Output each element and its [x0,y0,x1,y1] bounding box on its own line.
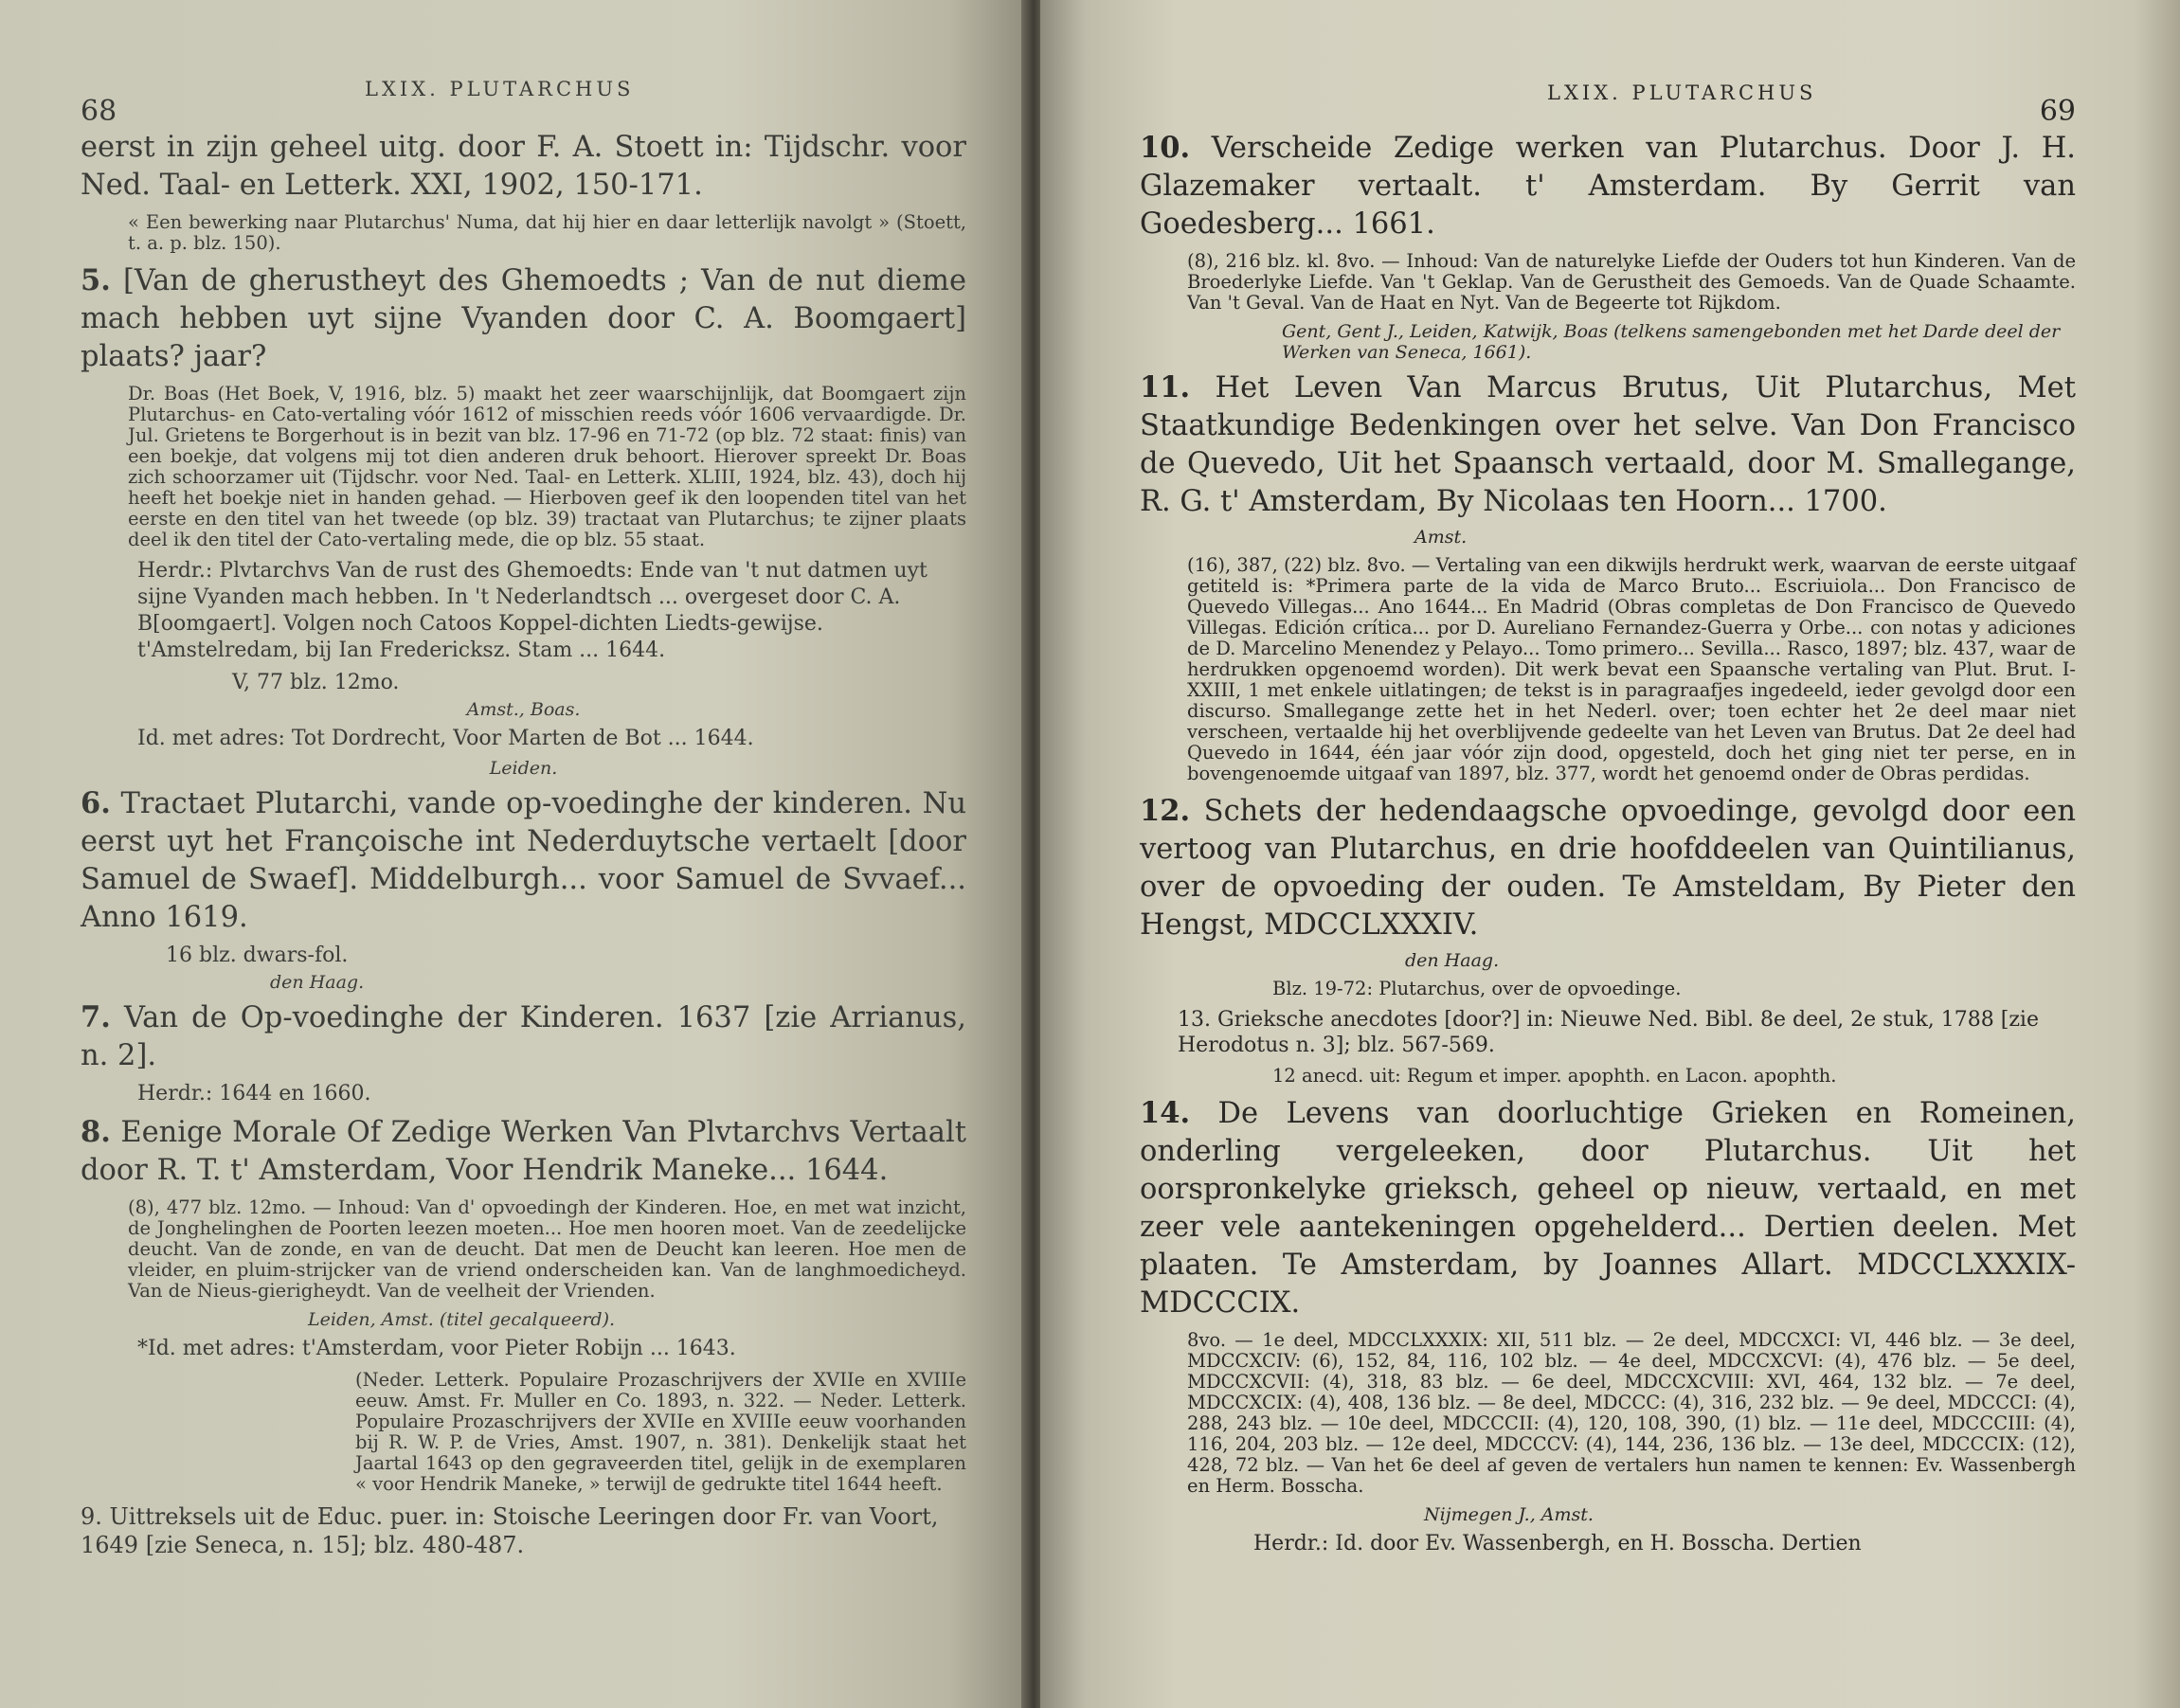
entry-9 [81,1502,966,1559]
entry-number: 7. [81,1000,111,1034]
entry-title: Grieksche anecdotes [door?] in: Nieuwe Ned. Bibl. 8e deel, 2e stuk, 1788 [zie Herodotus n. 3]; blz. 567-569. [1178,1008,2039,1057]
entry-number: 9. [81,1503,102,1530]
entry-14-reprint: Herdr.: Id. door Ev. Wassenbergh, en H. Bosscha. Dertien [1253,1532,1862,1555]
entry-12 [1140,792,2076,944]
entry-title: Schets der hedendaagsche opvoedinge, gevolgd door een vertoog van Plutarchus, en drie hoofddeelen van Quintilianus, over de opvoeding der ouden. Te Amsteldam, By Pieter den Hengst, MDCCLXXXIV. [1140,795,2077,942]
entry-8-note: (8), 477 blz. 12mo. — Inhoud: Van d' opvoedingh der Kinderen. Hoe, en met wat inzicht, de Jonghelinghen de Poorten leezen moeten... Hoe men hooren moet. Van de zeedelijcke deucht. Van de zonde, en van de deucht. Dat men de Deucht kan leeren. Hoe men de vleider, en pluim-strijcker van de vriend onderscheiden kan. Van de langhmoedicheyd. Van de Nieus-gierigheydt. Van de veelheit der Vrienden. [128,1196,966,1302]
entry-title: Verscheide Zedige werken van Plutarchus. Door J. H. Glazemaker vertaalt. t' Amsterdam. By Gerrit van Goedesberg... 1661. [1140,132,2076,241]
entry-10-note: (8), 216 blz. kl. 8vo. — Inhoud: Van de naturelyke Liefde der Ouders tot hun Kinderen. Van de Broederlyke Liefde. Van 't Geklap. Van de Gerustheit des Gemoeds. Van de Quade Schaamte. Van 't Geval. Van de Haat en Nyt. Van de Begeerte tot Rijkdom. [1187,250,2076,314]
entry-11-location: Amst. [1414,527,1468,548]
entry-8-location: Leiden, Amst. (titel gecalqueerd). [308,1309,616,1330]
entry-title: [Van de gherustheyt des Ghemoedts ; Van de nut dieme mach hebben uyt sijne Vyanden door C. A. Boomgaert] plaats? jaar? [81,264,967,373]
entry-13-note: 12 anecd. uit: Regum et imper. apophth. en Lacon. apophth. [1272,1065,1837,1087]
page-number: 68 [81,95,117,128]
left-page [0,0,1033,1708]
entry-6-format: 16 blz. dwars-fol. [166,944,349,967]
left-page-header [81,57,966,128]
entry-14-note: 8vo. — 1e deel, MDCCLXXXIX: XII, 511 blz. — 2e deel, MDCCXCI: VI, 446 blz. — 3e deel, MDCCXCIV: (6), 152, 84, 116, 102 blz. — 4e deel, MDCCXCVI: (4), 476 blz. — 5e deel, MDCCXCVII: (4), 318, 83 blz. — 6e deel, MDCCXCVIII: XVI, 464, 132 blz. — 7e deel, MDCCXCIX: (4), 408, 136 blz. — 8e deel, MDCCC: (4), 316, 232 blz. — 9e deel, MDCCCI: (4), 288, 243 blz. — 10e deel, MDCCCII: (4), 120, 108, 390, (1) blz. — 11e deel, MDCCCIII: (4), 116, 204, 203 blz. — 12e deel, MDCCCV: (4), 144, 236, 136 blz. — 13e deel, MDCCCIX: (12), 428, 72 blz. — Van het 6e deel af geven de vertalers hun namen te kennen: Ev. Wassenbergh en Herm. Bosscha. [1187,1329,2076,1497]
entry-number: 10. [1140,131,1191,165]
entry-5-note: Dr. Boas (Het Boek, V, 1916, blz. 5) maakt het zeer waarschijnlijk, dat Boomgaert zijn Plutarchus- en Cato-vertaling vóór 1612 of misschien reeds vóór 1606 vervaardigde. Dr. Jul. Grietens te Borgerhout is in bezit van blz. 17-96 en 71-72 (op blz. 72 staat: finis) van een boekje, dat volgens mij tot dien anderen druk behoort. Hierover spreekt Dr. Boas zich schoorzamer uit (Tijdschr. voor Ned. Taal- en Letterk. XLIII, 1924, blz. 43), doch hij heeft het boekje niet in handen gehad. — Hierboven geef ik den loopenden titel van het eerste en den titel van het tweede (op blz. 39) tractaat van Plutarchus; te zijner plaats deel ik den titel der Cato-vertaling mede, die op blz. 55 staat. [128,383,966,550]
entry-8-address-note: (Neder. Letterk. Populaire Prozaschrijvers der XVIIe en XVIIIe eeuw. Amst. Fr. Muller en Co. 1893, n. 322. — Neder. Letterk. Populaire Prozaschrijvers der XVIIe en XVIIIe eeuw voorhanden bij R. W. P. de Vries, Amst. 1907, n. 381). Denkelijk staat het Jaartal 1643 op den gegraveerden titel, gelijk in de exemplaren « voor Hendrik Maneke, » terwijl de gedrukte titel 1644 heeft. [355,1369,966,1495]
page-number: 69 [2039,95,2076,128]
entry-10 [1140,129,2076,243]
entry-14-location: Nijmegen J., Amst. [1424,1504,1594,1525]
running-title: LXIX. PLUTARCHUS [1547,81,1817,104]
entry-title: Van de Op-voedinghe der Kinderen. 1637 [zie Arrianus, n. 2]. [81,1001,966,1072]
entry-number: 11. [1140,370,1191,405]
entry-7-reprint: Herdr.: 1644 en 1660. [137,1082,371,1106]
entry-title: De Levens van doorluchtige Grieken en Romeinen, onderling vergeleeken, door Plutarchus. Uit het oorspronkelyke grieksch, geheel op nieuw, vertaald, en met zeer vele aantekeningen opgehelderd... Dertien deelen. Met plaaten. Te Amsterdam, by Joannes Allart. MDCCLXXXIX-MDCCCIX. [1140,1097,2076,1320]
entry-12-note: Blz. 19-72: Plutarchus, over de opvoedinge. [1272,978,1682,999]
entry-5-reprint-format: V, 77 blz. 12mo. [232,671,400,694]
entry-title: Het Leven Van Marcus Brutus, Uit Plutarchus, Met Staatkundige Bedenkingen over het selve. Van Don Francisco de Quevedo, Uit het Spaansch vertaald, door M. Smallegange, R. G. t' Amsterdam, By Nicolaas ten Hoorn... 1700. [1140,371,2076,518]
entry-5 [81,261,966,376]
entry-11 [1140,369,2076,521]
entry-10-locations: Gent, Gent J., Leiden, Katwijk, Boas (telkens samengebonden met het Darde deel der Werken van Seneca, 1661). [1282,321,2061,363]
opening-lines: eerst in zijn geheel uitg. door F. A. Stoett in: Tijdschr. voor Ned. Taal- en Letterk. XXI, 1902, 150-171. [81,131,966,202]
entry-6-location: den Haag. [270,972,365,993]
entry-number: 6. [81,786,111,820]
entry-5-reprint: Herdr.: Plvtarchvs Van de rust des Ghemoedts: Ende van 't nut datmen uyt sijne Vyanden mach hebben. In 't Nederlandtsch ... overgeset door C. A. B[oomgaert]. Volgen noch Catoos Koppel-dichten Liedts-gewijse. t'Amstelredam, bij Ian Fredericksz. Stam ... 1644. [137,559,928,662]
right-page [1040,0,2180,1708]
entry-5-reprint-location: Amst., Boas. [466,699,581,720]
entry-13 [1178,1007,2076,1058]
entry-title: Eenige Morale Of Zedige Werken Van Plvtarchvs Vertaalt door R. T. t' Amsterdam, Voor Hendrik Maneke... 1644. [81,1116,966,1187]
entry-7 [81,998,966,1075]
entry-11-note: (16), 387, (22) blz. 8vo. — Vertaling van een dikwijls herdrukt werk, waarvan de eerste uitgaaf getiteld is: *Primera parte de la vida de Marco Bruto... Escriuiola... Don Francisco de Quevedo Villegas... Ano 1644... En Madrid (Obras completas de Don Francisco de Quevedo Villegas. Edición crítica... por D. Aureliano Fernandez-Guerra y Orbe... con notas y adiciones de D. Marcelino Menendez y Pelayo... Tomo primero... Sevilla... Rasco, 1897; blz. 437, waar de herdrukken opgenoemd worden). Dit werk bevat een Spaansche vertaling van Plut. Brut. I-XXIII, 1 met enkele uitlatingen; de tekst is in paragraafjes ingedeeld, ieder gevolgd door een discurso. Smallegange zette het in het Nederl. over; toen echter het 2e deel maar niet verscheen, vertaalde hij het overblijvende gedeelte van het Leven van Brutus. Dat 2e deel had Quevedo in 1644, één jaar vóór zijn dood, opgesteld, doch het ging niet ter perse, en in bovengenoemde uitgaaf van 1897, blz. 377, wordt het genoemd onder de Obras perdidas. [1187,554,2076,784]
entry-number: 8. [81,1115,111,1149]
entry-number: 14. [1140,1096,1191,1130]
entry-5-address-location: Leiden. [489,758,558,779]
running-title: LXIX. PLUTARCHUS [365,78,635,100]
entry-number: 12. [1140,794,1191,828]
entry-number: 13. [1178,1008,1211,1032]
entry-6 [81,784,966,937]
entry-12-location: den Haag. [1405,950,1500,971]
entry-8-address-variant: *Id. met adres: t'Amsterdam, voor Pieter Robijn ... 1643. [137,1337,736,1360]
entry-8 [81,1113,966,1190]
right-page-header [1140,57,2076,128]
opening-note: « Een bewerking naar Plutarchus' Numa, dat hij hier en daar letterlijk navolgt » (Stoett, t. a. p. blz. 150). [128,211,966,254]
entry-title: Uittreksels uit de Educ. puer. in: Stoische Leeringen door Fr. van Voort, 1649 [zie Seneca, n. 15]; blz. 480-487. [81,1503,939,1558]
entry-number: 5. [81,263,111,297]
entry-title: Tractaet Plutarchi, vande op-voedinghe der kinderen. Nu eerst uyt het Françoische int Nederduytsche vertaelt [door Samuel de Swaef]. Middelburgh... voor Samuel de Svvaef... Anno 1619. [81,787,966,934]
entry-14 [1140,1094,2076,1322]
entry-5-address-variant: Id. met adres: Tot Dordrecht, Voor Marten de Bot ... 1644. [137,727,754,750]
